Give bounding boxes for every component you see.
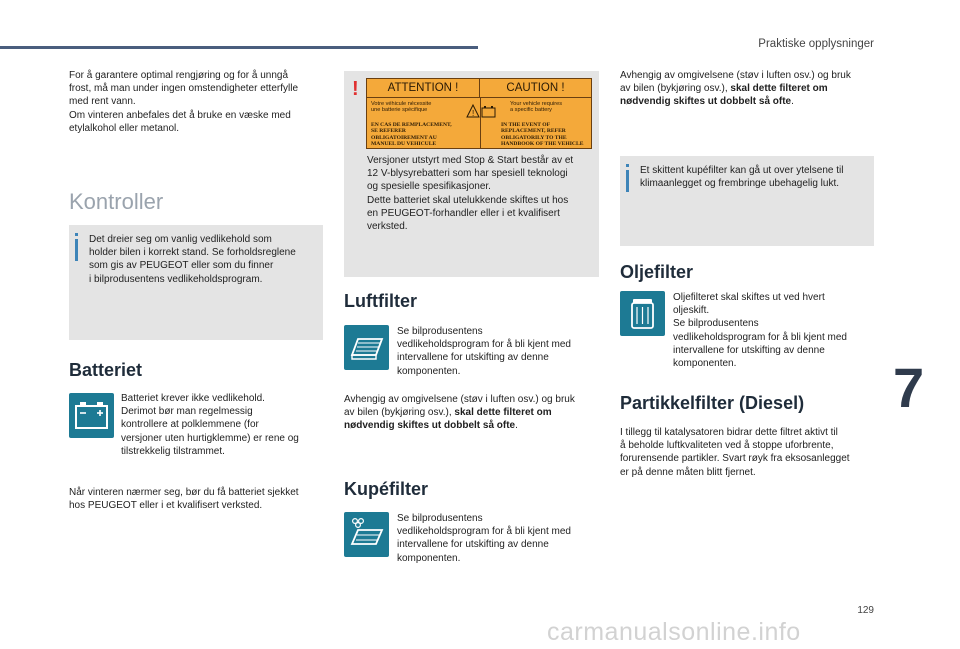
text-line: a specific battery	[510, 107, 552, 114]
text-line: MANUEL DU VEHICULE	[371, 141, 437, 148]
oljefilter-heading: Oljefilter	[620, 262, 694, 282]
info-icon	[626, 170, 629, 192]
text-line: kontrollere at polklemmene (for	[121, 419, 259, 431]
battery-icon	[69, 393, 114, 438]
cabin-filter-icon	[344, 512, 389, 557]
text-line: Det dreier seg om vanlig vedlikehold som	[89, 234, 272, 245]
text-line: å beholde luftkvaliteten ved å stoppe uforbrente,	[620, 440, 834, 452]
text-span: .	[515, 420, 518, 432]
text-line: holder bilen i korrekt stand. Se forholdsreglene	[89, 247, 296, 259]
label-header-en: CAUTION !	[480, 79, 591, 98]
watermark: carmanualsonline.info	[547, 618, 801, 646]
text-line: Avhengig av omgivelsene (støv i luften osv.) og bruk	[344, 394, 575, 405]
text-line: Se bilprodusentens	[397, 326, 483, 337]
text-line: verksted.	[367, 221, 408, 233]
text-line: hos PEUGEOT eller i et kvalifisert verksted.	[69, 500, 263, 512]
text-line: EN CAS DE REMPLACEMENT,	[371, 122, 452, 128]
header-rule	[0, 46, 478, 49]
chapter-number: 7	[893, 356, 925, 419]
section-title: Praktiske opplysninger	[758, 38, 874, 50]
text-line: HANDBOOK OF THE VEHICLE	[501, 141, 584, 148]
label-en-top	[510, 101, 562, 114]
label-fr-bottom	[371, 122, 452, 148]
text-bold: nødvendig skiftes ut dobbelt så ofte	[344, 420, 516, 432]
text-line: komponenten.	[673, 358, 737, 370]
text-line: Et skittent kupéfilter kan gå ut over ytelsene til	[640, 165, 844, 176]
text-line: Votre véhicule nécessite	[371, 101, 432, 107]
oljefilter-text	[673, 291, 873, 370]
text-line: Avhengig av omgivelsene (støv i luften osv.) og bruk	[620, 70, 851, 81]
luftfilter-heading: Luftfilter	[344, 291, 417, 311]
text-line: intervallene for utskifting av denne	[397, 352, 549, 364]
text-line: i bilprodusentens vedlikeholdsprogram.	[89, 273, 263, 285]
text-bold: skal dette filteret om	[730, 83, 828, 95]
text-span: .	[791, 96, 794, 108]
label-en-bottom	[501, 122, 583, 148]
text-line: med rent vann.	[69, 96, 136, 108]
text-line	[344, 419, 602, 432]
text-line: etylalkohol eller metanol.	[69, 122, 180, 134]
text-line: intervallene for utskifting av denne	[673, 344, 825, 356]
intro-text	[69, 69, 329, 135]
text-line: Derimot bør man regelmessig	[121, 406, 253, 418]
batteriet-text	[121, 392, 326, 458]
text-bold: skal dette filteret om	[454, 407, 552, 419]
partikkelfilter-text	[620, 426, 882, 479]
text-line: Om vinteren anbefales det å bruke en væske med	[69, 109, 291, 121]
kupefilter-env-text	[620, 69, 880, 109]
text-line: Your vehicle requires	[510, 101, 563, 107]
partikkelfilter-heading: Partikkelfilter (Diesel)	[620, 393, 805, 413]
text-line: som gis av PEUGEOT eller som du finner	[89, 260, 274, 272]
text-span: av bilen (bykjøring osv.),	[620, 83, 731, 95]
text-line: og spesielle spesifikasjoner.	[367, 181, 491, 193]
text-line: Dette batteriet skal utelukkende skiftes ut hos	[367, 194, 569, 206]
text-line: en PEUGEOT-forhandler eller i et kvalifisert	[367, 207, 560, 219]
kontroller-info-box	[69, 225, 323, 340]
text-line: komponenten.	[397, 552, 461, 564]
battery-warning-symbol	[465, 103, 497, 119]
text-line: OBLIGATORILY TO THE	[501, 134, 567, 141]
text-line: forurensende partikler. Svart røyk fra eksosanlegget	[620, 453, 850, 465]
text-line: OBLIGATOIREMENT AU	[371, 134, 437, 141]
text-line: komponenten.	[397, 365, 461, 377]
luftfilter-env-text	[344, 393, 602, 433]
label-fr-top	[371, 101, 431, 114]
warning-icon: !	[352, 78, 359, 100]
text-bold: nødvendig skiftes ut dobbelt så ofte	[620, 96, 792, 108]
text-line: REPLACEMENT, REFER	[501, 128, 566, 135]
text-line: Versjoner utstyrt med Stop & Start består av et	[367, 155, 574, 166]
text-line	[344, 406, 602, 419]
text-line: SE REFERER	[371, 128, 406, 135]
text-line: versjoner uten hurtigklemme) er rene og	[121, 432, 299, 444]
kupefilter-info-box	[620, 156, 874, 246]
air-filter-icon	[344, 325, 389, 370]
text-line: intervallene for utskifting av denne	[397, 539, 549, 551]
winter-text	[69, 486, 331, 512]
batteriet-heading: Batteriet	[69, 360, 143, 380]
label-header-fr: ATTENTION !	[367, 79, 480, 98]
text-line: Oljefilteret skal skiftes ut ved hvert	[673, 292, 825, 303]
text-line: Se bilprodusentens	[397, 513, 483, 524]
page-number: 129	[857, 605, 874, 616]
text-line	[620, 95, 880, 108]
text-line: 12 V-blysyrebatteri som har spesiell teknologi	[367, 168, 568, 180]
kupefilter-info-text	[640, 164, 874, 190]
battery-warning-text	[367, 154, 597, 233]
text-line: er på denne måten blitt fjernet.	[620, 466, 756, 478]
info-icon	[75, 239, 78, 261]
text-line: frost, må man under ingen omstendigheter etterfylle	[69, 83, 299, 95]
text-line: oljeskift.	[673, 305, 710, 317]
kontroller-heading: Kontroller	[69, 189, 164, 214]
text-span: av bilen (bykjøring osv.),	[344, 407, 455, 419]
svg-text:!: !	[472, 109, 475, 118]
text-line: tilstrekkelig tilstrammet.	[121, 445, 225, 457]
text-line: I tillegg til katalysatoren bidrar dette filtret aktivt til	[620, 427, 838, 438]
kupefilter-heading: Kupéfilter	[344, 479, 429, 499]
kupefilter-text	[397, 512, 597, 565]
text-line: vedlikeholdsprogram for å bli kjent med	[397, 339, 571, 351]
battery-warning-label	[366, 78, 592, 149]
text-line: Batteriet krever ikke vedlikehold.	[121, 393, 265, 404]
text-line: Se bilprodusentens	[673, 318, 759, 330]
text-line: Når vinteren nærmer seg, bør du få batteriet sjekket	[69, 487, 299, 498]
kontroller-info-text	[89, 233, 323, 286]
text-line: For å garantere optimal rengjøring og for å unngå	[69, 70, 289, 81]
luftfilter-text	[397, 325, 597, 378]
oil-filter-icon	[620, 291, 665, 336]
text-line: klimaanlegget og frembringe ubehagelig lukt.	[640, 178, 840, 190]
text-line: IN THE EVENT OF	[501, 122, 551, 128]
text-line: vedlikeholdsprogram for å bli kjent med	[397, 526, 571, 538]
text-line: une batterie spécifique	[371, 107, 428, 114]
text-line	[620, 82, 880, 95]
text-line: vedlikeholdsprogram for å bli kjent med	[673, 331, 847, 343]
